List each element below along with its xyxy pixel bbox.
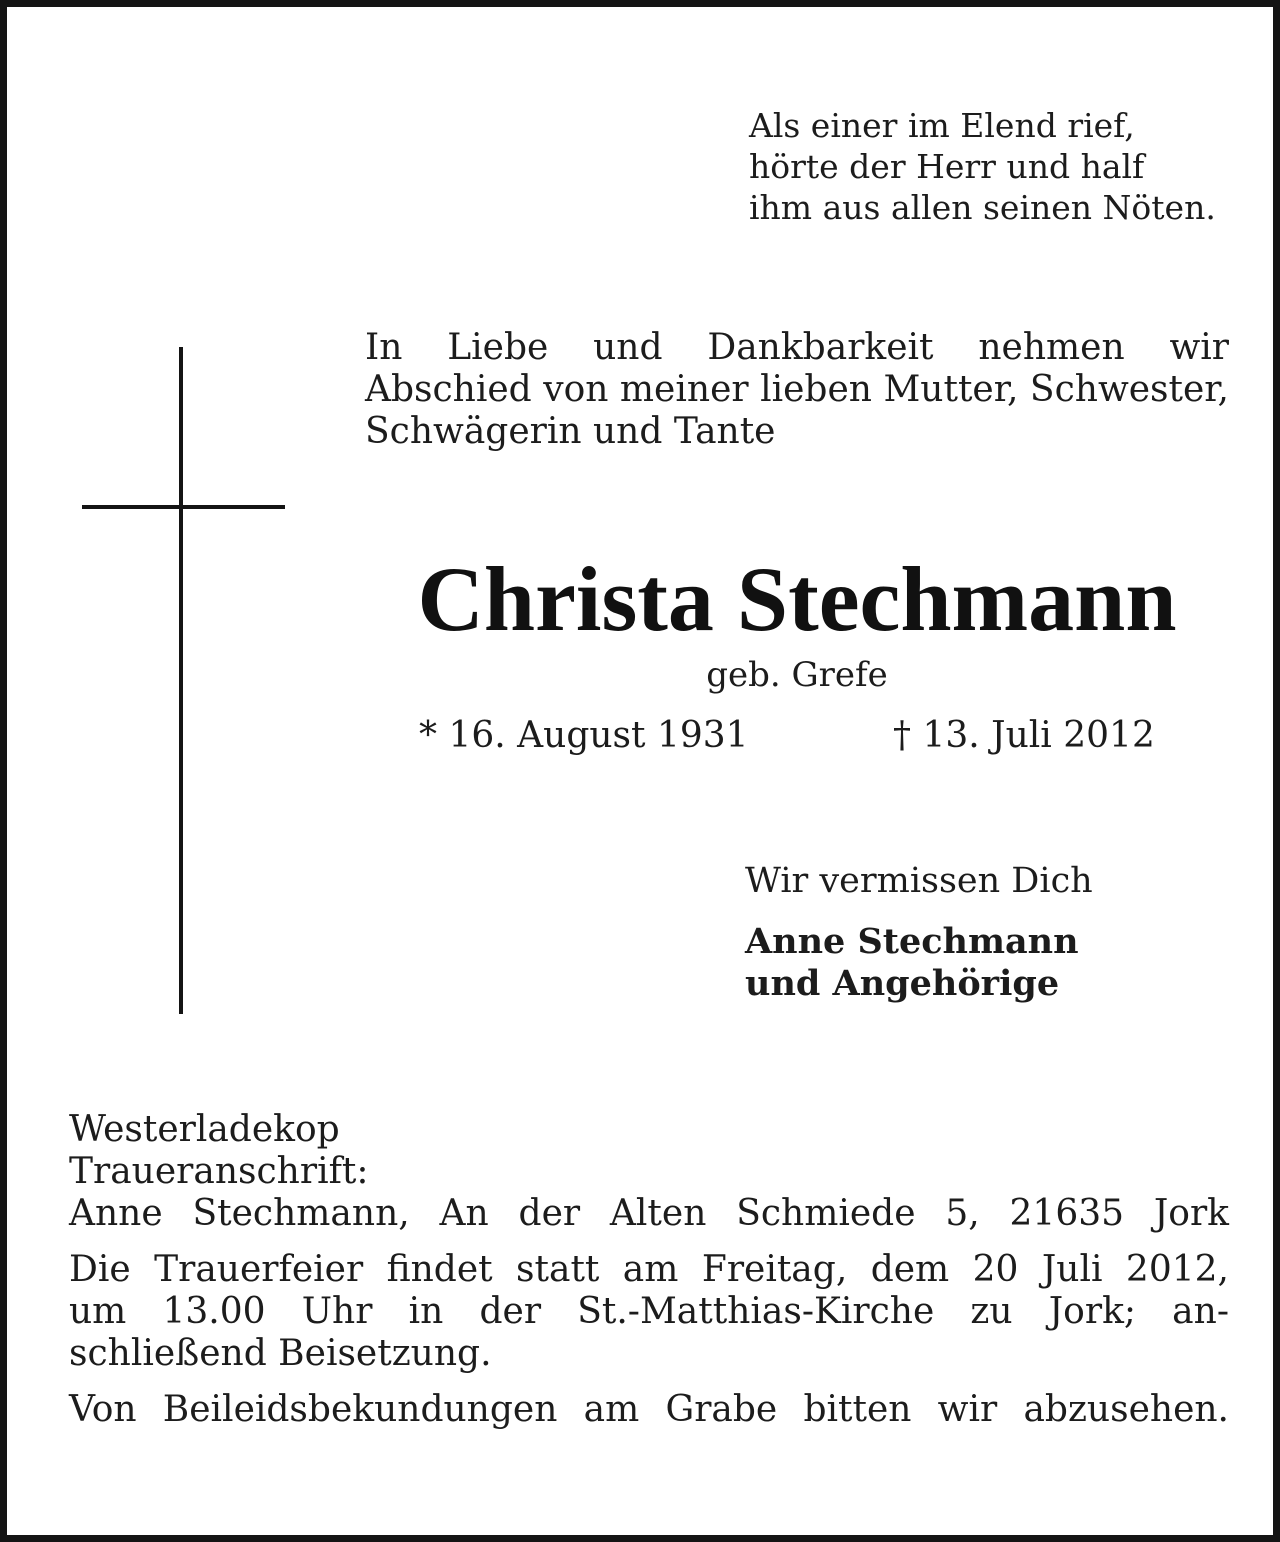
verse-line: hörte der Herr und half (749, 147, 1145, 186)
funeral-details (69, 1109, 1229, 1431)
signer-line: und Angehörige (745, 963, 1060, 1004)
service-line: um 13.00 Uhr in der St.-Matthias-Kirche zu Jork; an- (69, 1291, 1229, 1332)
maiden-name: geb. Grefe (706, 655, 888, 695)
address-label: Traueranschrift: (69, 1151, 369, 1192)
signer-line: Anne Stechmann (745, 921, 1079, 962)
verse-line: Als einer im Elend rief, (749, 106, 1135, 145)
service-info (69, 1249, 1229, 1375)
service-line: schließend Beisetzung. (69, 1333, 492, 1374)
address: Anne Stechmann, An der Alten Schmiede 5, 21635 Jork (69, 1193, 1229, 1234)
verse-line: ihm aus allen seinen Nöten. (749, 188, 1216, 227)
deceased-name: Christa Stechmann (417, 548, 1177, 650)
intro-text: In Liebe und Dankbarkeit nehmen wir Abschied von meiner lieben Mutter, Schwester, Schwägerin und Tante (365, 327, 1229, 452)
condolence-note: Von Beileidsbekundungen am Grabe bitten wir abzusehen. (69, 1389, 1229, 1430)
death-date: † 13. Juli 2012 (893, 715, 1155, 756)
place: Westerladekop (69, 1109, 340, 1150)
cross-vertical-beam (179, 347, 183, 1014)
signers (745, 921, 1079, 1005)
bible-verse (749, 105, 1249, 228)
miss-line: Wir vermissen Dich (745, 861, 1093, 901)
cross-horizontal-beam (82, 505, 285, 509)
service-line: Die Trauerfeier findet statt am Freitag, dem 20 Juli 2012, (69, 1249, 1229, 1290)
birth-date: * 16. August 1931 (419, 715, 749, 756)
